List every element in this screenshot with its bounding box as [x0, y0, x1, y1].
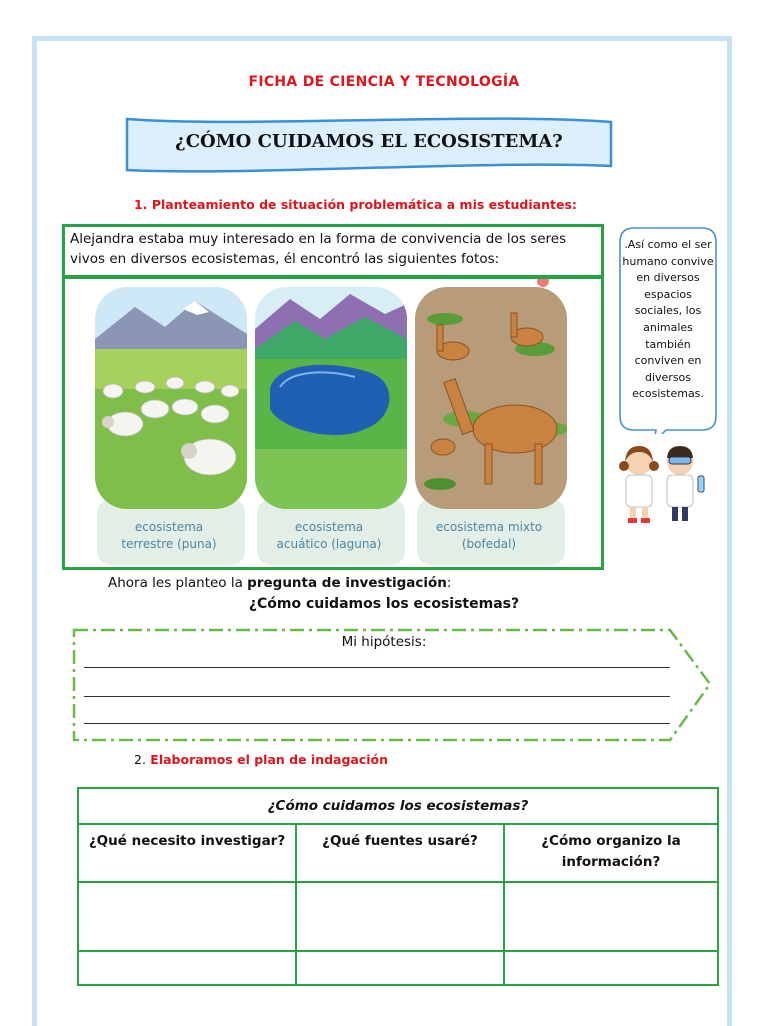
question-intro-bold: pregunta de investigación — [247, 575, 447, 591]
step-1-heading — [134, 197, 577, 212]
step-2-heading — [134, 752, 388, 767]
hypothesis-line-1[interactable] — [84, 667, 670, 668]
panel-label-laguna — [255, 519, 403, 553]
story-text: Alejandra estaba muy interesado en la forma de convivencia de los seres vivos en diversos ecosistemas, él encontró las siguientes fotos: — [70, 231, 567, 267]
hypothesis-label: Mi hipótesis: — [341, 634, 427, 650]
speech-bubble-text: .Así como el ser humano convive en diversos espacios sociales, los animales también conviven en diversos ecosistemas. — [622, 238, 714, 401]
plan-cell-r1c2[interactable] — [296, 882, 504, 951]
plan-table — [77, 787, 719, 986]
panel-label-bofedal — [415, 519, 563, 553]
laguna-panel — [255, 287, 407, 519]
question-intro — [108, 575, 451, 591]
sheet-title: FICHA DE CIENCIA Y TECNOLOGÍA — [248, 74, 520, 90]
plan-cell-r2c1[interactable] — [78, 951, 296, 985]
panel-label-puna — [95, 519, 243, 553]
plan-col-organizo: ¿Cómo organizo la información? — [504, 824, 718, 882]
panel-label-bofedal-line2: (bofedal) — [461, 537, 517, 551]
step-1-label: Planteamiento de situación problemática a mis estudiantes: — [151, 197, 577, 212]
bofedal-panel — [415, 287, 568, 517]
plan-cell-r2c2[interactable] — [296, 951, 504, 985]
plan-cell-r1c1[interactable] — [78, 882, 296, 951]
plan-col-fuentes: ¿Qué fuentes usaré? — [296, 824, 504, 882]
hypothesis-line-3[interactable] — [84, 723, 670, 724]
scientists-illustration — [612, 440, 712, 526]
plan-cell-r2c3[interactable] — [504, 951, 718, 985]
ecosystem-illustrations — [62, 276, 604, 570]
step-1-number: 1. — [134, 197, 148, 212]
step-2-number: 2. — [134, 752, 146, 767]
plan-col-investigar: ¿Qué necesito investigar? — [78, 824, 296, 882]
panel-label-puna-line1: ecosistema — [134, 520, 204, 534]
step-2-label: Elaboramos el plan de indagación — [150, 752, 389, 767]
panel-label-bofedal-line1: ecosistema mixto — [435, 520, 543, 534]
question-intro-end: : — [446, 575, 452, 591]
hypothesis-line-2[interactable] — [84, 696, 670, 697]
panel-label-laguna-line1: ecosistema — [294, 520, 364, 534]
question-intro-text: Ahora les planteo la — [108, 575, 248, 591]
plan-table-header: ¿Cómo cuidamos los ecosistemas? — [78, 788, 718, 824]
panel-label-laguna-line2: acuático (laguna) — [276, 537, 382, 551]
puna-panel — [95, 287, 247, 519]
main-title: ¿CÓMO CUIDAMOS EL ECOSISTEMA? — [175, 131, 563, 152]
research-question: ¿Cómo cuidamos los ecosistemas? — [248, 596, 520, 612]
plan-cell-r1c3[interactable] — [504, 882, 718, 951]
panel-label-puna-line2: terrestre (puna) — [121, 537, 217, 551]
